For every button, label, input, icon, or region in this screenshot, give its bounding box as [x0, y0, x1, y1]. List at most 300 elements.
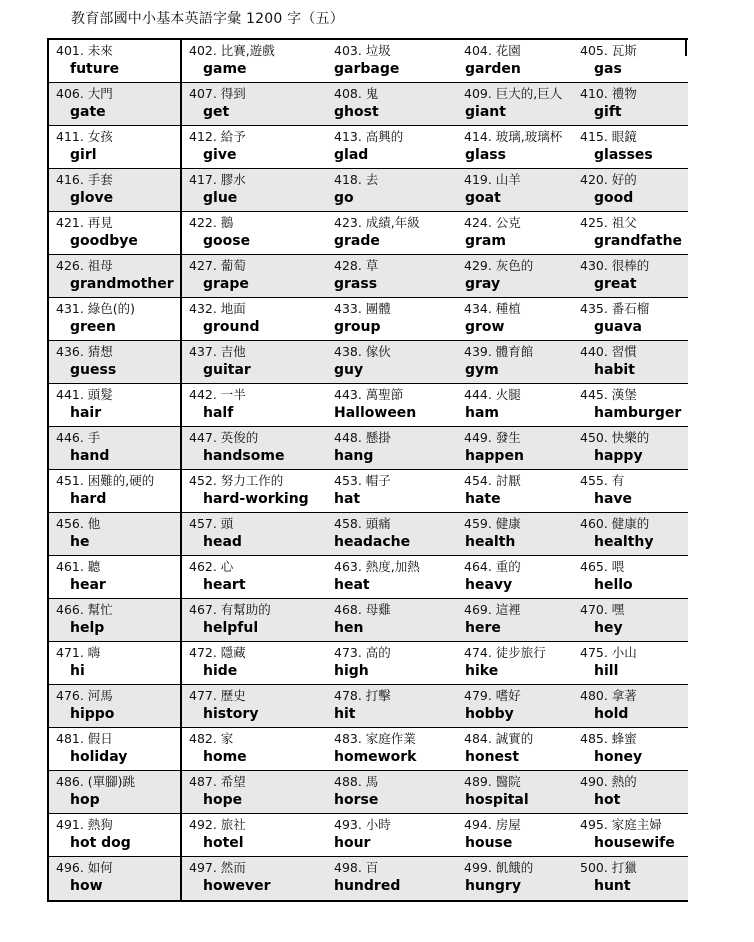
word-number-meaning: 435. 番石榴: [580, 301, 650, 316]
word-number-meaning: 485. 蜂蜜: [580, 731, 637, 746]
english-word: grandfathe: [594, 233, 683, 249]
word-number-meaning: 445. 漢堡: [580, 387, 637, 402]
word-number-meaning: 494. 房屋: [464, 817, 521, 832]
word-number-meaning: 489. 醫院: [464, 774, 521, 789]
english-word: giant: [465, 104, 506, 120]
vocab-cell: [450, 169, 580, 211]
table-row: [49, 513, 688, 556]
vocab-cell: [182, 470, 321, 512]
vocab-cell: [321, 599, 450, 641]
word-number-meaning: 431. 綠色(的): [56, 301, 136, 316]
word-number-meaning: 471. 嗨: [56, 645, 101, 660]
vocab-cell: [450, 384, 580, 426]
vocab-cell: [49, 384, 182, 426]
vocab-cell: [321, 384, 450, 426]
word-number-meaning: 470. 嘿: [580, 602, 625, 617]
english-word: heavy: [465, 577, 513, 593]
table-row: [49, 728, 688, 771]
english-word: grow: [465, 319, 505, 335]
english-word: however: [203, 878, 271, 894]
word-number-meaning: 405. 瓦斯: [580, 43, 637, 58]
word-number-meaning: 436. 猜想: [56, 344, 113, 359]
english-word: heat: [334, 577, 370, 593]
english-word: holiday: [70, 749, 128, 765]
english-word: hard-working: [203, 491, 309, 507]
vocab-cell: [182, 556, 321, 598]
english-word: hide: [203, 663, 238, 679]
vocab-cell: [580, 40, 688, 82]
vocab-cell: [580, 857, 688, 900]
vocab-cell: [49, 212, 182, 254]
vocab-cell: [321, 642, 450, 684]
vocab-cell: [321, 83, 450, 125]
vocab-cell: [182, 771, 321, 813]
english-word: gray: [465, 276, 501, 292]
english-word: grade: [334, 233, 380, 249]
word-number-meaning: 464. 重的: [464, 559, 521, 574]
english-word: he: [70, 534, 90, 550]
table-row: [49, 427, 688, 470]
word-number-meaning: 454. 討厭: [464, 473, 521, 488]
word-number-meaning: 438. 傢伙: [334, 344, 391, 359]
vocab-cell: [580, 513, 688, 555]
vocab-cell: [49, 728, 182, 770]
english-word: honey: [594, 749, 643, 765]
word-number-meaning: 463. 熱度,加熱: [334, 559, 420, 574]
english-word: hair: [70, 405, 102, 421]
english-word: grass: [334, 276, 378, 292]
vocab-cell: [49, 427, 182, 469]
word-number-meaning: 466. 幫忙: [56, 602, 113, 617]
vocab-cell: [182, 341, 321, 383]
vocab-cell: [49, 685, 182, 727]
word-number-meaning: 499. 飢餓的: [464, 860, 534, 875]
english-word: headache: [334, 534, 411, 550]
english-word: hike: [465, 663, 499, 679]
vocab-cell: [182, 126, 321, 168]
word-number-meaning: 418. 去: [334, 172, 379, 187]
word-number-meaning: 476. 河馬: [56, 688, 113, 703]
table-row: [49, 771, 688, 814]
table-row: [49, 556, 688, 599]
word-number-meaning: 456. 他: [56, 516, 101, 531]
english-word: healthy: [594, 534, 654, 550]
word-number-meaning: 492. 旅社: [189, 817, 246, 832]
word-number-meaning: 468. 母雞: [334, 602, 391, 617]
english-word: hi: [70, 663, 85, 679]
vocab-cell: [450, 427, 580, 469]
vocab-cell: [321, 255, 450, 297]
word-number-meaning: 491. 熱狗: [56, 817, 113, 832]
vocab-cell: [49, 771, 182, 813]
vocab-cell: [450, 40, 580, 82]
english-word: honest: [465, 749, 520, 765]
english-word: glove: [70, 190, 114, 206]
vocab-cell: [450, 599, 580, 641]
vocab-cell: [321, 427, 450, 469]
english-word: heart: [203, 577, 246, 593]
word-number-meaning: 433. 團體: [334, 301, 391, 316]
word-number-meaning: 475. 小山: [580, 645, 637, 660]
word-number-meaning: 401. 未來: [56, 43, 113, 58]
vocab-cell: [450, 83, 580, 125]
table-row: [49, 255, 688, 298]
word-number-meaning: 451. 困難的,硬的: [56, 473, 155, 488]
word-number-meaning: 486. (單腳)跳: [56, 774, 136, 789]
word-number-meaning: 425. 祖父: [580, 215, 637, 230]
table-row: [49, 169, 688, 212]
english-word: hobby: [465, 706, 514, 722]
word-number-meaning: 441. 頭髮: [56, 387, 113, 402]
vocab-cell: [182, 83, 321, 125]
english-word: garbage: [334, 61, 400, 77]
english-word: guy: [334, 362, 364, 378]
word-number-meaning: 462. 心: [189, 559, 234, 574]
vocab-cell: [450, 857, 580, 900]
english-word: good: [594, 190, 634, 206]
vocab-cell: [49, 40, 182, 82]
table-border-fragment: [685, 38, 687, 56]
english-word: grandmother: [70, 276, 174, 292]
english-word: habit: [594, 362, 635, 378]
word-number-meaning: 500. 打獵: [580, 860, 637, 875]
vocab-cell: [580, 169, 688, 211]
word-number-meaning: 498. 百: [334, 860, 379, 875]
word-number-meaning: 407. 得到: [189, 86, 246, 101]
vocab-cell: [182, 599, 321, 641]
word-number-meaning: 414. 玻璃,玻璃杯: [464, 129, 563, 144]
table-row: [49, 298, 688, 341]
vocab-cell: [321, 298, 450, 340]
english-word: happen: [465, 448, 524, 464]
vocab-cell: [450, 771, 580, 813]
vocab-cell: [49, 599, 182, 641]
english-word: health: [465, 534, 516, 550]
english-word: grape: [203, 276, 249, 292]
vocab-cell: [182, 642, 321, 684]
english-word: future: [70, 61, 120, 77]
word-number-meaning: 429. 灰色的: [464, 258, 534, 273]
english-word: have: [594, 491, 633, 507]
english-word: game: [203, 61, 247, 77]
vocab-cell: [321, 513, 450, 555]
english-word: garden: [465, 61, 521, 77]
english-word: go: [334, 190, 354, 206]
english-word: how: [70, 878, 103, 894]
vocab-cell: [321, 40, 450, 82]
word-number-meaning: 427. 葡萄: [189, 258, 246, 273]
table-row: [49, 341, 688, 384]
word-number-meaning: 421. 再見: [56, 215, 113, 230]
english-word: hundred: [334, 878, 401, 894]
vocab-cell: [450, 513, 580, 555]
word-number-meaning: 460. 健康的: [580, 516, 650, 531]
vocab-cell: [49, 341, 182, 383]
vocab-cell: [182, 814, 321, 856]
english-word: ground: [203, 319, 260, 335]
english-word: gram: [465, 233, 506, 249]
vocab-cell: [182, 40, 321, 82]
vocab-cell: [321, 126, 450, 168]
word-number-meaning: 437. 吉他: [189, 344, 246, 359]
vocab-cell: [580, 728, 688, 770]
english-word: get: [203, 104, 230, 120]
word-number-meaning: 439. 體育館: [464, 344, 534, 359]
word-number-meaning: 444. 火腿: [464, 387, 521, 402]
word-number-meaning: 457. 頭: [189, 516, 234, 531]
english-word: glass: [465, 147, 506, 163]
vocab-cell: [580, 298, 688, 340]
vocab-cell: [49, 126, 182, 168]
vocab-cell: [182, 298, 321, 340]
word-number-meaning: 408. 鬼: [334, 86, 379, 101]
vocab-cell: [182, 728, 321, 770]
vocab-cell: [450, 728, 580, 770]
word-number-meaning: 484. 誠實的: [464, 731, 534, 746]
word-number-meaning: 410. 禮物: [580, 86, 637, 101]
english-word: glasses: [594, 147, 653, 163]
word-number-meaning: 448. 懸掛: [334, 430, 391, 445]
vocab-cell: [450, 556, 580, 598]
vocab-cell: [450, 126, 580, 168]
word-number-meaning: 402. 比賽,遊戲: [189, 43, 275, 58]
english-word: hippo: [70, 706, 115, 722]
vocab-cell: [450, 470, 580, 512]
word-number-meaning: 411. 女孩: [56, 129, 113, 144]
word-number-meaning: 452. 努力工作的: [189, 473, 284, 488]
english-word: give: [203, 147, 237, 163]
word-number-meaning: 490. 熱的: [580, 774, 637, 789]
english-word: Halloween: [334, 405, 417, 421]
vocab-cell: [321, 685, 450, 727]
vocab-cell: [182, 255, 321, 297]
word-number-meaning: 461. 聽: [56, 559, 101, 574]
english-word: hunt: [594, 878, 631, 894]
word-number-meaning: 442. 一半: [189, 387, 246, 402]
vocab-cell: [580, 642, 688, 684]
vocab-cell: [580, 83, 688, 125]
word-number-meaning: 459. 健康: [464, 516, 521, 531]
vocab-cell: [580, 685, 688, 727]
word-number-meaning: 424. 公克: [464, 215, 521, 230]
word-number-meaning: 409. 巨大的,巨人: [464, 86, 563, 101]
word-number-meaning: 458. 頭痛: [334, 516, 391, 531]
vocab-cell: [182, 169, 321, 211]
vocab-cell: [49, 83, 182, 125]
word-number-meaning: 481. 假日: [56, 731, 113, 746]
english-word: here: [465, 620, 501, 636]
english-word: hotel: [203, 835, 244, 851]
word-number-meaning: 403. 垃圾: [334, 43, 391, 58]
vocab-cell: [580, 814, 688, 856]
vocab-cell: [182, 384, 321, 426]
english-word: hat: [334, 491, 361, 507]
english-word: hot: [594, 792, 621, 808]
word-number-meaning: 419. 山羊: [464, 172, 521, 187]
english-word: history: [203, 706, 259, 722]
vocab-cell: [580, 599, 688, 641]
english-word: hey: [594, 620, 623, 636]
vocab-cell: [321, 169, 450, 211]
english-word: hill: [594, 663, 619, 679]
vocab-cell: [321, 470, 450, 512]
vocab-cell: [49, 470, 182, 512]
word-number-meaning: 473. 高的: [334, 645, 391, 660]
english-word: great: [594, 276, 637, 292]
vocab-cell: [580, 212, 688, 254]
english-word: hello: [594, 577, 633, 593]
english-word: gift: [594, 104, 622, 120]
word-number-meaning: 469. 這裡: [464, 602, 521, 617]
word-number-meaning: 415. 眼鏡: [580, 129, 637, 144]
english-word: goodbye: [70, 233, 138, 249]
word-number-meaning: 497. 然而: [189, 860, 246, 875]
word-number-meaning: 420. 好的: [580, 172, 637, 187]
word-number-meaning: 495. 家庭主婦: [580, 817, 662, 832]
english-word: happy: [594, 448, 643, 464]
word-number-meaning: 450. 快樂的: [580, 430, 650, 445]
word-number-meaning: 416. 手套: [56, 172, 113, 187]
vocab-cell: [450, 298, 580, 340]
vocab-cell: [580, 126, 688, 168]
word-number-meaning: 472. 隱藏: [189, 645, 246, 660]
english-word: home: [203, 749, 247, 765]
word-number-meaning: 434. 種植: [464, 301, 521, 316]
english-word: hand: [70, 448, 110, 464]
word-number-meaning: 455. 有: [580, 473, 625, 488]
english-word: head: [203, 534, 242, 550]
english-word: green: [70, 319, 116, 335]
vocab-cell: [450, 642, 580, 684]
english-word: gym: [465, 362, 499, 378]
word-number-meaning: 483. 家庭作業: [334, 731, 416, 746]
table-row: [49, 212, 688, 255]
word-number-meaning: 478. 打擊: [334, 688, 391, 703]
english-word: hope: [203, 792, 243, 808]
table-row: [49, 685, 688, 728]
english-word: hear: [70, 577, 106, 593]
english-word: hard: [70, 491, 107, 507]
english-word: house: [465, 835, 513, 851]
vocab-cell: [321, 814, 450, 856]
word-number-meaning: 482. 家: [189, 731, 234, 746]
english-word: glue: [203, 190, 238, 206]
vocab-cell: [49, 814, 182, 856]
english-word: group: [334, 319, 381, 335]
vocab-cell: [450, 341, 580, 383]
word-number-meaning: 488. 馬: [334, 774, 379, 789]
word-number-meaning: 417. 膠水: [189, 172, 246, 187]
word-number-meaning: 428. 草: [334, 258, 379, 273]
vocab-cell: [49, 298, 182, 340]
vocab-cell: [49, 513, 182, 555]
word-number-meaning: 413. 高興的: [334, 129, 404, 144]
english-word: help: [70, 620, 105, 636]
word-number-meaning: 467. 有幫助的: [189, 602, 271, 617]
word-number-meaning: 430. 很棒的: [580, 258, 650, 273]
vocab-cell: [49, 556, 182, 598]
word-number-meaning: 487. 希望: [189, 774, 246, 789]
english-word: half: [203, 405, 234, 421]
vocab-cell: [580, 771, 688, 813]
english-word: gate: [70, 104, 106, 120]
table-row: [49, 599, 688, 642]
vocab-cell: [450, 255, 580, 297]
english-word: hour: [334, 835, 371, 851]
page-title: 教育部國中小基本英語字彙 1200 字（五）: [71, 11, 344, 27]
table-row: [49, 857, 688, 900]
vocabulary-table: [47, 38, 688, 902]
word-number-meaning: 479. 嗜好: [464, 688, 521, 703]
word-number-meaning: 426. 祖母: [56, 258, 113, 273]
english-word: glad: [334, 147, 369, 163]
word-number-meaning: 440. 習慣: [580, 344, 637, 359]
english-word: hamburger: [594, 405, 682, 421]
vocab-cell: [321, 771, 450, 813]
english-word: high: [334, 663, 369, 679]
english-word: horse: [334, 792, 379, 808]
word-number-meaning: 477. 歷史: [189, 688, 246, 703]
english-word: hospital: [465, 792, 529, 808]
english-word: guess: [70, 362, 117, 378]
vocab-cell: [182, 212, 321, 254]
table-row: [49, 814, 688, 857]
word-number-meaning: 493. 小時: [334, 817, 391, 832]
vocab-cell: [580, 341, 688, 383]
vocab-cell: [49, 642, 182, 684]
table-row: [49, 642, 688, 685]
vocab-cell: [580, 470, 688, 512]
vocab-cell: [580, 384, 688, 426]
vocab-cell: [450, 814, 580, 856]
vocab-cell: [450, 685, 580, 727]
table-row: [49, 384, 688, 427]
english-word: handsome: [203, 448, 285, 464]
vocab-cell: [450, 212, 580, 254]
english-word: hit: [334, 706, 356, 722]
english-word: housewife: [594, 835, 675, 851]
english-word: hot dog: [70, 835, 131, 851]
english-word: hold: [594, 706, 629, 722]
vocab-cell: [321, 341, 450, 383]
english-word: guava: [594, 319, 643, 335]
word-number-meaning: 406. 大門: [56, 86, 113, 101]
table-row: [49, 40, 688, 83]
english-word: hate: [465, 491, 501, 507]
word-number-meaning: 453. 帽子: [334, 473, 391, 488]
word-number-meaning: 465. 喂: [580, 559, 625, 574]
vocab-cell: [49, 857, 182, 900]
english-word: guitar: [203, 362, 251, 378]
word-number-meaning: 449. 發生: [464, 430, 521, 445]
vocab-cell: [321, 728, 450, 770]
english-word: ghost: [334, 104, 379, 120]
vocab-cell: [580, 255, 688, 297]
english-word: hop: [70, 792, 100, 808]
word-number-meaning: 432. 地面: [189, 301, 246, 316]
vocab-cell: [182, 685, 321, 727]
vocab-cell: [321, 857, 450, 900]
word-number-meaning: 404. 花園: [464, 43, 521, 58]
table-row: [49, 83, 688, 126]
english-word: helpful: [203, 620, 259, 636]
english-word: goat: [465, 190, 501, 206]
vocab-cell: [182, 427, 321, 469]
english-word: girl: [70, 147, 97, 163]
vocab-cell: [321, 212, 450, 254]
vocab-cell: [182, 513, 321, 555]
word-number-meaning: 474. 徒步旅行: [464, 645, 546, 660]
